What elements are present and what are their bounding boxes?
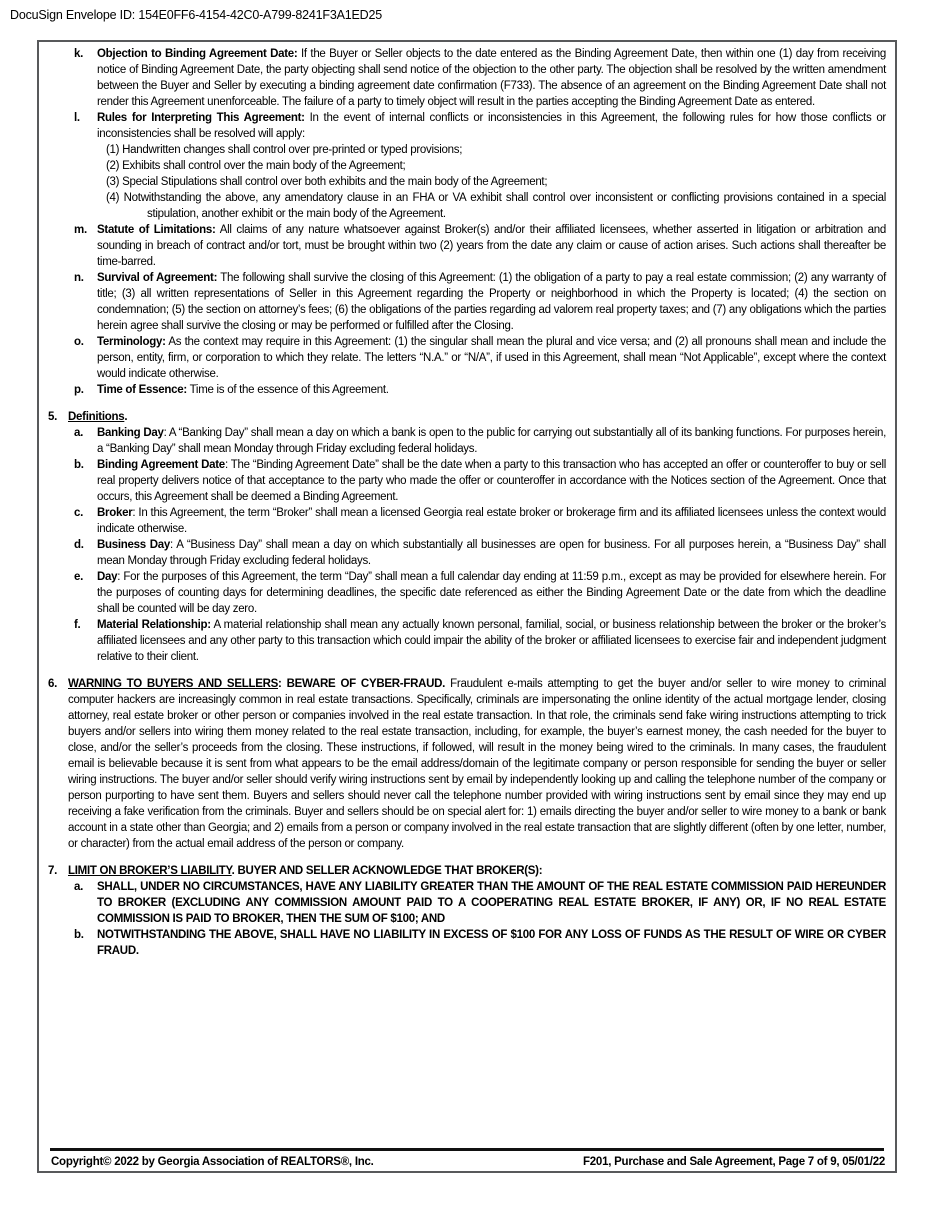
- clause-title: Terminology:: [97, 336, 166, 348]
- clause-text: Time is of the essence of this Agreement.: [186, 384, 389, 396]
- definition-c: [39, 505, 895, 537]
- definition-letter: e.: [74, 571, 84, 583]
- clause-title: Rules for Interpreting This Agreement:: [97, 112, 305, 124]
- definition-e: [39, 569, 895, 617]
- clause-l-subitem-4: (4) Notwithstanding the above, any amendatory clause in an FHA or VA exhibit shall control over inconsistent or conflicting provisions contained in a special stipulation, another exhibit or the main body of the Agreement.: [106, 192, 886, 220]
- clause-letter: p.: [74, 384, 84, 396]
- footer-copyright: Copyright© 2022 by Georgia Association of REALTORS®, Inc.: [51, 1156, 374, 1168]
- clause-text: As the context may require in this Agreement: (1) the singular shall mean the plural and vice versa; and (2) all pronouns shall mean and include the person, entity, firm, or corporation to which they relate. The letters “N.A.” or “N/A”, if used in this Agreement, shall mean “Not Applicable”, except where the context would indicate otherwise.: [97, 336, 886, 380]
- clause-text: The following shall survive the closing of this Agreement: (1) the obligation of a party to pay a real estate commission; (2) any warranty of title; (3) all written representations of Seller in this Agreement regarding the Property or neighborhood in which the Property is located; (4) the section on condemnation; (5) the section on attorney’s fees; (6) the obligations of the parties regarding ad valorem real property taxes; and (7) any obligations which the parties herein agree shall survive the closing or may be performed or fulfilled after the Closing.: [97, 272, 886, 332]
- clause-k: [39, 46, 895, 110]
- clause-text: In the event of internal conflicts or inconsistencies in this Agreement, the following rules for how those conflicts or inconsistencies shall be resolved will apply:: [97, 112, 886, 140]
- clause-n: [39, 270, 895, 334]
- clause-letter: l.: [74, 112, 80, 124]
- item-text: NOTWITHSTANDING THE ABOVE, SHALL HAVE NO LIABILITY IN EXCESS OF $100 FOR ANY LOSS OF FUNDS AS THE RESULT OF WIRE OR CYBER FRAUD.: [97, 929, 886, 957]
- section-title: Definitions: [68, 411, 125, 423]
- section-5-heading: [39, 409, 895, 425]
- clause-m: [39, 222, 895, 270]
- clause-letter: n.: [74, 272, 84, 284]
- clause-l: [39, 110, 895, 142]
- definition-f: [39, 617, 895, 665]
- definition-term: Material Relationship:: [97, 619, 211, 631]
- definition-a: [39, 425, 895, 457]
- definition-text: : The “Binding Agreement Date” shall be the date when a party to this transaction who has accepted an offer or counteroffer to buy or sell real property delivers notice of that acceptance to the party who made the offer or counteroffer in accordance with the Notices section of the Agreement. Once that occurs, this Agreement shall be deemed a Binding Agreement.: [97, 459, 886, 503]
- clause-letter: k.: [74, 48, 84, 60]
- clause-text: If the Buyer or Seller objects to the date entered as the Binding Agreement Date, then within one (1) day from receiving notice of Binding Agreement Date, the party objecting shall send notice of the objection to the other party. The objection shall be resolved by the written amendment between the Buyer and Seller by executing a binding agreement date confirmation (F733). The absence of an agreement on the Binding Agreement Date shall not render this Agreement unenforceable. The failure of a party to timely object will result in the parties accepting the Binding Agreement Date as entered.: [97, 48, 886, 108]
- section-6-warning: [39, 676, 895, 852]
- definition-text: : In this Agreement, the term “Broker” shall mean a licensed Georgia real estate broker or brokerage firm and its affiliated licensees unless the context would indicate otherwise.: [97, 507, 886, 535]
- clause-title: Objection to Binding Agreement Date:: [97, 48, 298, 60]
- footer-divider: [50, 1148, 884, 1151]
- page-footer: [51, 1156, 885, 1168]
- definition-term: Broker: [97, 507, 133, 519]
- clause-l-subitem-2: (2) Exhibits shall control over the main body of the Agreement;: [106, 160, 406, 172]
- clause-text: All claims of any nature whatsoever against Broker(s) and/or their affiliated licensees, whether asserted in litigation or arbitration and sounding in breach of contract and/or tort, must be brought within two (2) years from the date any claim or cause of action arises. Such actions shall thereafter be time-barred.: [97, 224, 887, 268]
- definition-text: : A “Business Day” shall mean a day on which substantially all businesses are open for business. For all purposes herein, a “Business Day” shall mean Monday through Friday excluding federal holidays.: [97, 539, 886, 567]
- definition-b: [39, 457, 895, 505]
- definition-term: Banking Day: [97, 427, 164, 439]
- clause-title: Time of Essence:: [97, 384, 187, 396]
- definition-term: Binding Agreement Date: [97, 459, 225, 471]
- definition-term: Business Day: [97, 539, 171, 551]
- section-title: LIMIT ON BROKER’S LIABILITY: [68, 865, 232, 877]
- section-7-heading: [39, 863, 895, 879]
- document-page: [37, 40, 897, 1173]
- page-content: [39, 46, 895, 959]
- definition-term: Day: [97, 571, 118, 583]
- definition-letter: a.: [74, 427, 84, 439]
- clause-title: Survival of Agreement:: [97, 272, 218, 284]
- section-subtitle: : BEWARE OF CYBER-FRAUD.: [278, 678, 446, 690]
- docusign-envelope-id: DocuSign Envelope ID: 154E0FF6-4154-42C0-A799-8241F3A1ED25: [10, 8, 382, 22]
- section-subtitle: . BUYER AND SELLER ACKNOWLEDGE THAT BROKER(S):: [231, 865, 543, 877]
- clause-title: Statute of Limitations:: [97, 224, 216, 236]
- clause-p: [39, 382, 895, 398]
- definition-text: A material relationship shall mean any actually known personal, familial, social, or business relationship between the broker or the broker’s affiliated licensees and any other party to this transaction which could impair the ability of the broker or affiliated licensees to exercise fair and independent judgment relative to their client.: [97, 619, 886, 663]
- clause-letter: o.: [74, 336, 84, 348]
- clause-letter: m.: [74, 224, 87, 236]
- definition-letter: d.: [74, 539, 84, 551]
- definition-text: : A “Banking Day” shall mean a day on which a bank is open to the public for carrying out substantially all of its banking functions. For purposes herein, a “Banking Day” shall mean Monday through Friday excluding federal holidays.: [97, 427, 887, 455]
- definition-letter: c.: [74, 507, 84, 519]
- section-text: Fraudulent e-mails attempting to get the buyer and/or seller to wire money to criminal computer hackers are increasingly common in real estate transactions. Specifically, criminals are impersonating the online identity of the actual mortgage lender, closing attorney, real estate broker or other person or companies involved in the real estate transaction. In that role, the criminals send fake wiring instructions attempting to trick buyers and/or sellers into wiring them money related to the real estate transaction, including, for example, the buyer’s earnest money, the cash needed for the buyer to close, and/or the seller’s proceeds from the closing. These instructions, if followed, will result in the money being wired to the criminals. In many cases, the fraudulent email is believable because it is sent from what appears to be the email address/domain of the legitimate company or person responsible for sending the buyer or seller wiring instructions. The buyer and/or seller should verify wiring instructions sent by email by independently looking up and calling the telephone number of the company or person purporting to have sent them. Buyers and sellers should never call the telephone number provided with wiring instructions sent by email since they may end up receiving a fake verification from the criminals. Buyer and sellers should be on special alert for: 1) emails directing the buyer and/or seller to wire money to a bank or bank account in a state other than Georgia; and 2) emails from a person or company involved in the real estate transaction that are slightly different (often by one letter, number, or character) from the actual email address of the person or company.: [68, 678, 886, 850]
- section-number: 6.: [48, 678, 58, 690]
- item-letter: b.: [74, 929, 84, 941]
- section-number: 7.: [48, 865, 58, 877]
- section-7-item-b: [39, 927, 895, 959]
- section-number: 5.: [48, 411, 58, 423]
- definition-letter: f.: [74, 619, 81, 631]
- section-title: WARNING TO BUYERS AND SELLERS: [68, 678, 279, 690]
- section-title-suffix: .: [124, 411, 128, 423]
- definition-text: : For the purposes of this Agreement, the term “Day” shall mean a full calendar day ending at 11:59 p.m., except as may be provided for elsewhere herein. For the purposes of counting days for determining deadlines, the specific date referenced as either the Binding Agreement Date or the date from which the deadline shall be counted will be day zero.: [97, 571, 886, 615]
- clause-l-subitem-1: (1) Handwritten changes shall control over pre-printed or typed provisions;: [106, 144, 463, 156]
- section-7-item-a: [39, 879, 895, 927]
- definition-d: [39, 537, 895, 569]
- clause-l-subitem-3: (3) Special Stipulations shall control over both exhibits and the main body of the Agreement;: [106, 176, 548, 188]
- item-text: SHALL, UNDER NO CIRCUMSTANCES, HAVE ANY LIABILITY GREATER THAN THE AMOUNT OF THE REAL ESTATE COMMISSION PAID HEREUNDER TO BROKER (EXCLUDING ANY COMMISSION AMOUNT PAID TO A COOPERATING REAL ESTATE BROKER, IF ANY) OR, IF NO REAL ESTATE COMMISSION IS PAID TO BROKER, THEN THE SUM OF $100; AND: [97, 881, 886, 925]
- item-letter: a.: [74, 881, 84, 893]
- footer-form-info: F201, Purchase and Sale Agreement, Page 7 of 9, 05/01/22: [583, 1156, 885, 1168]
- clause-o: [39, 334, 895, 382]
- definition-letter: b.: [74, 459, 84, 471]
